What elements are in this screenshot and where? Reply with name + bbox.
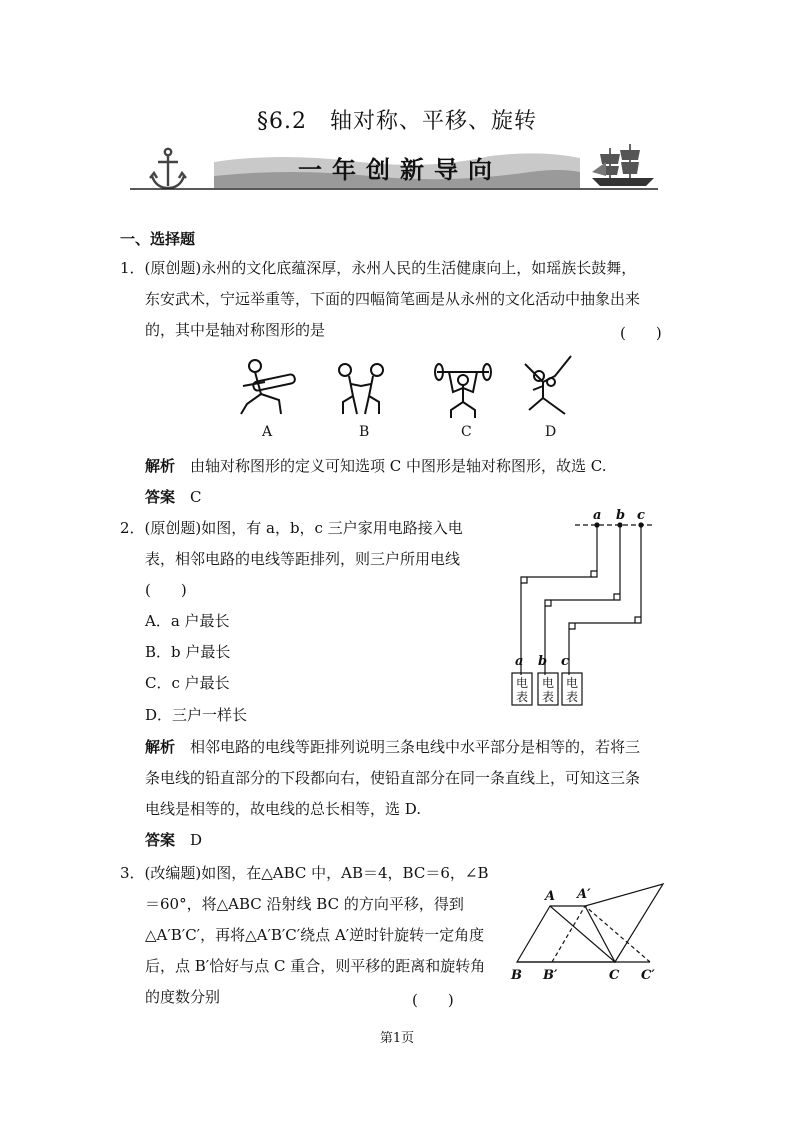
q2-option-a: A．a 户最长 <box>145 612 230 630</box>
q3-label-a: A <box>545 889 556 904</box>
q2-analysis-label: 解析 <box>145 738 176 756</box>
q3-line-2: ＝60°，将△ABC 沿射线 BC 的方向平移，得到 <box>145 895 464 913</box>
banner-text: 一年创新导向 <box>298 155 502 184</box>
figure-b-martial-arts <box>339 364 383 414</box>
q2-line-3: ( ) <box>145 581 187 599</box>
figure-c-weightlifter <box>435 364 491 418</box>
q3-line-3: △A′B′C′，再将△A′B′C′绕点 A′逆时针旋转一定角度 <box>145 926 485 944</box>
q3-line-5: 的度数分别 <box>145 988 221 1006</box>
q2-analysis-line-3: 电线是相等的，故电线的总长相等，选 D. <box>145 800 422 818</box>
meter-b-char-1: 电 <box>541 676 555 690</box>
q1-line-3: 的，其中是轴对称图形的是 <box>145 321 326 339</box>
q2-option-c: C．c 户最长 <box>145 674 230 692</box>
q1-option-a: A <box>262 424 273 440</box>
q3-line-4: 后，点 B′恰好与点 C 重合，则平移的距离和旋转角 <box>145 957 486 975</box>
q1-option-d: D <box>545 424 557 440</box>
q1-analysis: 由轴对称图形的定义可知选项 C 中图形是轴对称图形，故选 C. <box>190 457 607 475</box>
meter-a-char-1: 电 <box>515 676 529 690</box>
section-heading: 一、选择题 <box>120 230 196 248</box>
q1-figures <box>225 352 585 442</box>
q1-option-c: C <box>461 424 472 440</box>
q3-line-1: 3．(改编题)如图，在△ABC 中，AB＝4，BC＝6，∠B <box>120 864 489 882</box>
q1-answer-paren: ( ) <box>620 324 662 342</box>
q1-line-1: 1．(原创题)永州的文化底蕴深厚，永州人民的生活健康向上，如瑶族长鼓舞， <box>120 259 637 277</box>
q1-line-2: 东安武术，宁远举重等，下面的四幅简笔画是从永州的文化活动中抽象出来 <box>145 290 641 308</box>
q3-triangle-figure <box>505 876 670 986</box>
section-banner <box>130 142 658 194</box>
q1-answer: C <box>190 488 202 506</box>
q2-bottom-label-a: a <box>515 654 524 669</box>
meter-c-char-2: 表 <box>565 690 579 704</box>
q2-top-label-b: b <box>616 508 626 523</box>
meter-c-char-1: 电 <box>565 676 579 690</box>
q2-option-b: B．b 户最长 <box>145 643 231 661</box>
figure-a-drum-dancer <box>241 360 296 414</box>
meter-b-char-2: 表 <box>541 690 555 704</box>
q2-bottom-label-c: c <box>561 654 569 669</box>
q2-analysis-line-1: 相邻电路的电线等距排列说明三条电线中水平部分是相等的，若将三 <box>190 738 641 756</box>
q2-option-d: D．三户一样长 <box>145 706 248 724</box>
q3-label-b-prime: B′ <box>543 968 558 983</box>
page-number: 第1页 <box>379 1031 415 1046</box>
figure-d-dancer <box>525 356 571 414</box>
ship-icon <box>592 144 654 186</box>
anchor-icon <box>150 149 186 188</box>
meter-a-char-2: 表 <box>515 690 529 704</box>
q3-label-c: C <box>609 968 620 983</box>
q2-top-label-c: c <box>637 508 645 523</box>
q2-top-label-a: a <box>593 508 602 523</box>
q2-analysis-line-2: 条电线的铅直部分的下段都向右，使铅直部分在同一条直线上，可知这三条 <box>145 769 641 787</box>
q2-answer: D <box>190 831 203 849</box>
page-title: §6.2 轴对称、平移、旋转 <box>257 109 537 134</box>
q3-label-c-prime: C′ <box>641 968 655 983</box>
q2-line-2: 表，相邻电路的电线等距排列，则三户所用电线 <box>145 550 461 568</box>
q2-circuit-figure <box>505 505 665 710</box>
q2-line-1: 2．(原创题)如图，有 a，b，c 三户家用电路接入电 <box>120 519 463 537</box>
q1-answer-label: 答案 <box>145 488 176 506</box>
q3-label-a-prime: A′ <box>577 887 591 902</box>
q1-option-b: B <box>359 424 370 440</box>
q3-label-b: B <box>511 968 522 983</box>
q1-analysis-label: 解析 <box>145 457 176 475</box>
q3-answer-paren: ( ) <box>412 991 454 1009</box>
q2-answer-label: 答案 <box>145 831 176 849</box>
q2-bottom-label-b: b <box>538 654 548 669</box>
